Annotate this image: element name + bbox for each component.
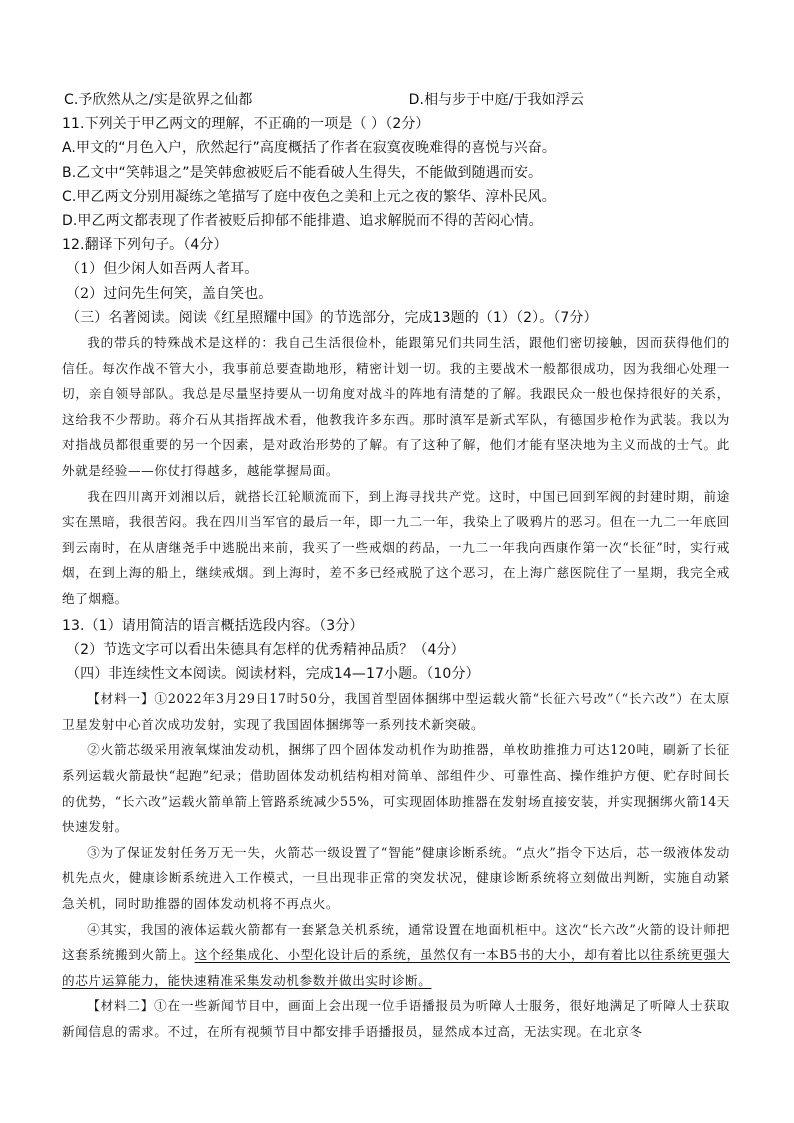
exam-page	[62, 88, 730, 1044]
material-1-paragraph-2: ②火箭芯级采用液氧煤油发动机，捆绑了四个固体发动机作为助推器，单枚助推推力可达120吨，刷新了长征系列运载火箭最快“起跑”纪录；借助固体发动机结构相对简单、部组件少、可靠性高、操作维护方便、贮存时间长的优势，“长六改”运载火箭单箭上管路系统减少55%，可实现固体助推器在发射场直接安装，并实现捆绑火箭14天快速发射。	[62, 742, 731, 835]
q11-option-a: A.甲文的“月色入户，欣然起行”高度概括了作者在寂寞夜晚难得的喜悦与兴奋。	[62, 140, 556, 157]
q11-option-c: C.甲乙两文分别用凝练之笔描写了庭中夜色之美和上元之夜的繁华、淳朴民风。	[62, 188, 556, 205]
q12-sentence-1: （1）但少闲人如吾两人者耳。	[66, 261, 259, 278]
material-1-paragraph-3: ③为了保证发射任务万无一失，火箭芯一级设置了“智能”健康诊断系统。“点火”指令下达后，芯一级液体发动机先点火，健康诊断系统进入工作模式，一旦出现非正常的突发状况，健康诊断系统将立刻做出判断，实施自动紧急关机，同时助推器的固体发动机将不再点火。	[62, 844, 730, 911]
material-2-paragraph-1: 【材料二】①在一些新闻节目中，画面上会出现一位手语播报员为听障人士服务，很好地满足了听障人士获取新闻信息的需求。不过，在所有视频节目中都安排手语播报员，显然成本过高，无法实现。在北京冬	[62, 998, 730, 1039]
q13-part-2: （2）节选文字可以看出朱德具有怎样的优秀精神品质？（4分）	[66, 641, 465, 658]
q10-option-d: D.相与步于中庭/于我如浮云	[408, 92, 584, 108]
section-3-heading: （三）名著阅读。阅读《红星照耀中国》的节选部分，完成13题的（1）（2）。（7分）	[66, 309, 598, 326]
material-1-paragraph-1: 【材料一】①2022年3月29日17时50分，我国首型固体捆绑中型运载火箭“长征六号改”（“长六改”）在太原卫星发射中心首次成功发射，实现了我国固体捆绑等一系列技术新突破。	[62, 691, 731, 732]
q11-option-b: B.乙文中“笑韩退之”是笑韩愈被贬后不能看破人生得失，不能做到随遇而安。	[62, 164, 543, 181]
underlined-sentence: 这个经集成化、小型化设计后的系统，虽然仅有一本B5书的大小，却有着比以往系统更强大的芯片运算能力，能快速精准采集发动机参数并做出实时诊断。	[62, 947, 730, 988]
section-3-paragraph-1: 我的带兵的特殊战术是这样的：我自己生活很俭朴，能跟第兄们共同生活，跟他们密切接触，因而获得他们的信任。每次作战不管大小，我事前总要查勘地形，精密计划一切。我的主要战术一般都很成功，因为我细心处理一切，亲自领导部队。我总是尽量坚持要从一切角度对战斗的阵地有清楚的了解。我跟民众一般也保持很好的关系，这给我不少帮助。蒋介石从其指挥战术看，他教我许多东西。那时滇军是新式军队，有德国步枪作为武装。我以为对指战员都很重要的另一个因素，是对政治形势的了解。有了这种了解，他们才能有坚决地为主义而战的士气。此外就是经验——你仗打得越多，越能掌握局面。	[62, 335, 730, 478]
q13-part-1: 13.（1）请用简洁的语言概括选段内容。（3分）	[62, 617, 364, 634]
q11-option-d: D.甲乙两文都表现了作者被贬后抑郁不能排遣、追求解脱而不得的苦闷心情。	[62, 213, 543, 230]
section-4-heading: （四）非连续性文本阅读。阅读材料，完成14—17小题。（10分）	[66, 665, 480, 682]
q10-option-c: C.予欣然从之/实是欲界之仙都	[64, 92, 253, 108]
q11-stem: 11.下列关于甲乙两文的理解，不正确的一项是（ ）（2分）	[62, 116, 430, 133]
section-3-paragraph-2: 我在四川离开刘湘以后，就搭长江轮顺流而下，到上海寻找共产党。这时，中国已回到军阀的封建时期，前途实在黑暗，我很苦闷。我在四川当军官的最后一年，即一九二一年，我染上了吸鸦片的恶习。但在一九二一年底回到云南时，在从唐继尧手中逃脱出来前，我买了一些戒烟的药品，一九二一年我向西康作第一次“长征”时，实行戒烟，在到上海的船上，继续戒烟。到上海时，差不多已经戒脱了这个恶习，在上海广慈医院住了一星期，我完全戒绝了烟瘾。	[62, 488, 730, 606]
q10-options-row	[62, 88, 584, 112]
material-1-label: 【材料一】	[87, 691, 155, 707]
q12-sentence-2: （2）过问先生何笑，盖自笑也。	[66, 285, 273, 302]
q12-stem: 12.翻译下列句子。（4分）	[62, 237, 228, 254]
material-2-label: 【材料二】	[87, 998, 155, 1014]
material-1-paragraph-4: ④其实，我国的液体运载火箭都有一套紧急关机系统，通常设置在地面机柜中。这次“长六改”火箭的设计师把这套系统搬到火箭上。这个经集成化、小型化设计后的系统，虽然仅有一本B5书的大小，却有着比以往系统更强大的芯片运算能力，能快速精准采集发动机参数并做出实时诊断。	[62, 921, 730, 988]
